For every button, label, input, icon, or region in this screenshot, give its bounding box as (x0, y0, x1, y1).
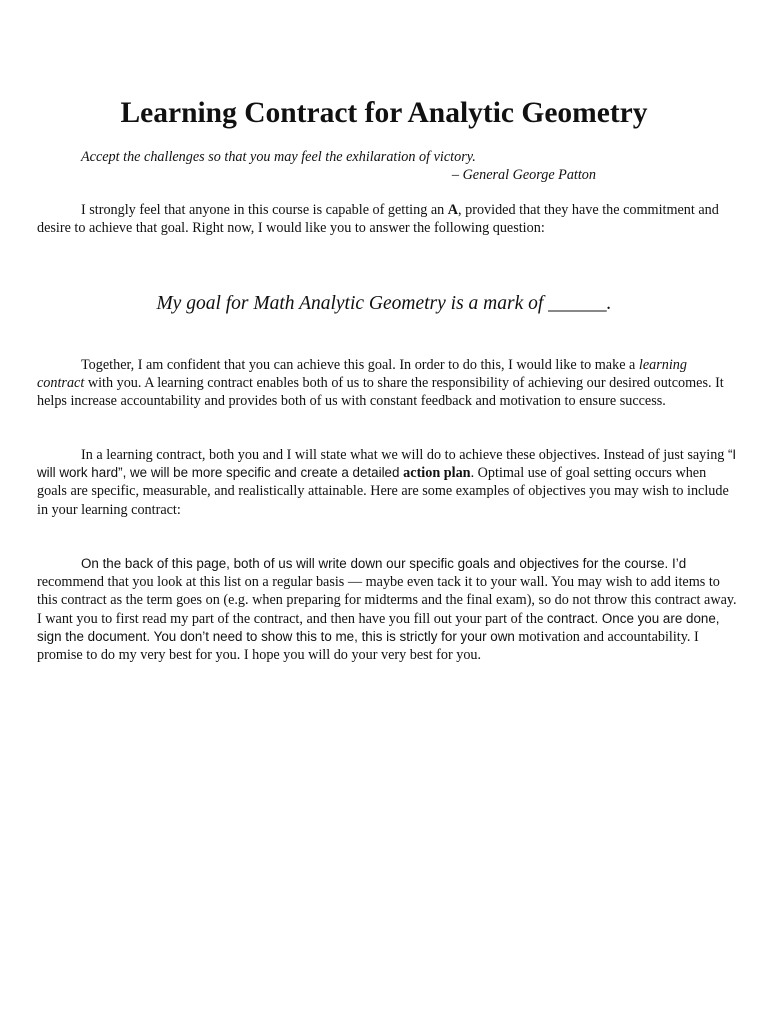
paragraph-back-of-page-text-d: motivation and accountability. I promise to do my very best for you. I hope you will do your very best for you. (37, 628, 699, 664)
paragraph-back-of-page-text-c: contract. Once you are done, sign the document. You don’t need to show this to me, this is strictly for your own (37, 610, 720, 644)
goal-statement: My goal for Math Analytic Geometry is a mark of ______. (156, 293, 612, 314)
paragraph-intro-text-a: I strongly feel that anyone in this course is capable of getting an (81, 202, 448, 218)
document-title: Learning Contract for Analytic Geometry (120, 97, 648, 129)
paragraph-action-plan (37, 446, 737, 519)
paragraph-action-plan-quoted: “I will work hard”, we will be more specific and create a detailed (37, 447, 737, 481)
epigraph-author: – General George Patton (451, 167, 596, 183)
paragraph-intro-text-b: , provided that they have the commitment and desire to achieve that goal. Right now, I would like you to answer the following question: (37, 202, 719, 237)
paragraph-back-of-page-text-b: recommend that you look at this list on a regular basis — maybe even tack it to your wall. You may wish to add items to this contract as the term goes on (e.g. when preparing for midterms and the final exam), so do not throw this contract away. I want you to first read my part of the contract, and then have you fill out your part of the (37, 574, 737, 627)
paragraph-action-plan-text-b: . Optimal use of goal setting occurs when goals are specific, measurable, and realistically attainable. Here are some examples of objectives you may wish to include in your learning contract: (37, 465, 729, 518)
action-plan-term: action plan (403, 465, 471, 482)
paragraph-back-of-page (37, 555, 737, 664)
paragraph-back-of-page-text-a: On the back of this page, both of us will write down our specific goals and objectives for the course. I’d (81, 556, 687, 571)
paragraph-learning-contract-text-a: Together, I am confident that you can achieve this goal. In order to do this, I would like to make a (81, 357, 639, 373)
epigraph-quote: Accept the challenges so that you may feel the exhilaration of victory. (81, 149, 476, 165)
paragraph-intro (37, 201, 737, 237)
learning-contract-term: learning contract (37, 357, 687, 392)
paragraph-learning-contract-text-b: with you. A learning contract enables both of us to share the responsibility of achieving our desired outcomes. It helps increase accountability and provides both of us with constant feedback and motivation to ensure success. (37, 375, 724, 410)
grade-emphasis: A (447, 202, 459, 218)
paragraph-action-plan-text-a: In a learning contract, both you and I will state what we will do to achieve these objectives. Instead of just saying (81, 447, 728, 463)
paragraph-learning-contract (37, 356, 737, 411)
